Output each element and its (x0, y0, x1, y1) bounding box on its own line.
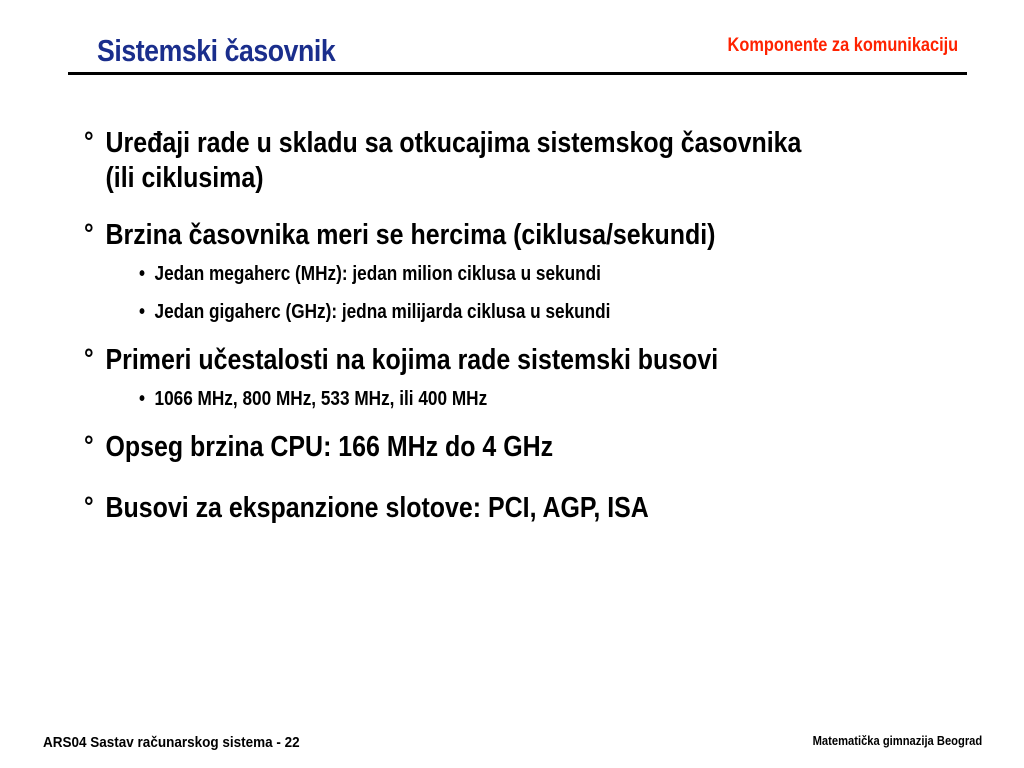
bullet-item (84, 126, 828, 196)
sub-bullet-item (84, 261, 1015, 287)
bullet-item (84, 343, 966, 378)
bullet-text: Primeri učestalosti na kojima rade sistemski busovi (105, 344, 719, 376)
sub-bullet-item (84, 386, 1015, 412)
sub-bullet-marker: • (139, 388, 146, 410)
bullet-item (84, 430, 966, 465)
bullet-marker: ° (84, 126, 94, 157)
title-divider (68, 72, 967, 75)
bullet-marker: ° (84, 218, 94, 249)
sub-bullet-text: Jedan gigaherc (GHz): jedna milijarda ciklusa u sekundi (154, 301, 611, 323)
bullet-item (84, 218, 966, 253)
bullet-text: Brzina časovnika meri se hercima (ciklusa/sekundi) (105, 219, 716, 251)
sub-bullet-text: 1066 MHz, 800 MHz, 533 MHz, ili 400 MHz (154, 388, 488, 410)
bullet-item (84, 491, 966, 526)
sub-bullet-marker: • (139, 301, 146, 323)
bullet-marker: ° (84, 343, 94, 374)
section-label: Komponente za komunikaciju (727, 35, 958, 56)
footer-school-label: Matematička gimnazija Beograd (812, 733, 982, 748)
bullet-marker: ° (84, 430, 94, 461)
bullet-text: Uređaji rade u skladu sa otkucajima sistemskog časovnika (ili ciklusima) (105, 127, 802, 194)
sub-bullet-marker: • (139, 263, 146, 285)
bullet-marker: ° (84, 491, 94, 522)
bullet-text: Opseg brzina CPU: 166 MHz do 4 GHz (105, 431, 554, 463)
sub-bullet-text: Jedan megaherc (MHz): jedan milion ciklusa u sekundi (154, 263, 601, 285)
sub-bullet-item (84, 299, 1015, 325)
slide-title: Sistemski časovnik (97, 33, 336, 68)
footer-course-label: ARS04 Sastav računarskog sistema - 22 (43, 734, 300, 751)
bullet-text: Busovi za ekspanzione slotove: PCI, AGP, ISA (105, 492, 649, 524)
slide-content (84, 126, 984, 526)
